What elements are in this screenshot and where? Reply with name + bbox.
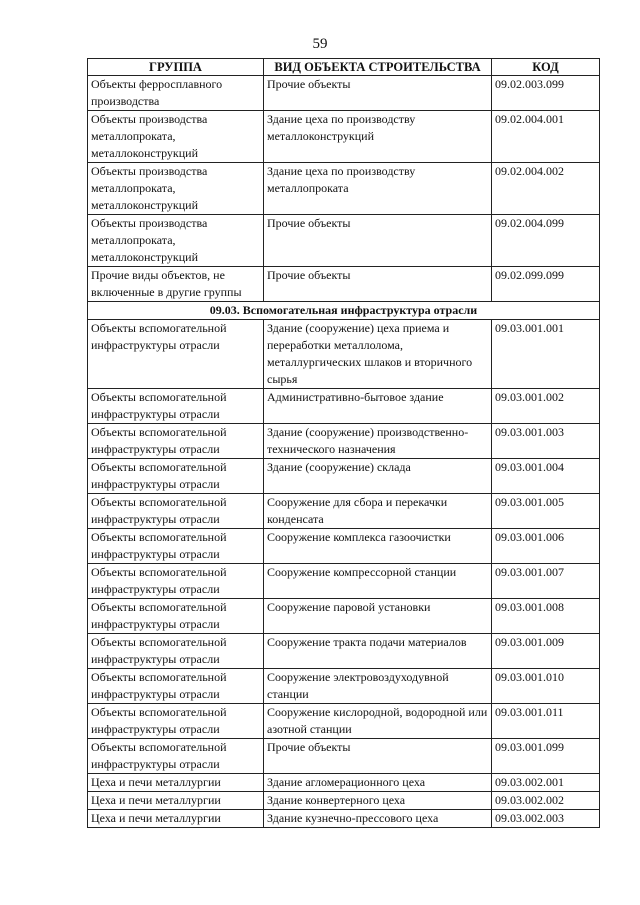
table-row <box>88 669 600 704</box>
object-type-cell: Сооружение кислородной, водородной или азотной станции <box>264 704 492 739</box>
table-row <box>88 76 600 111</box>
object-type-cell: Сооружение комплекса газоочистки <box>264 529 492 564</box>
object-type-cell: Здание агломерационного цеха <box>264 774 492 792</box>
object-type-cell: Здание цеха по производству металлопроката <box>264 163 492 215</box>
code-cell: 09.02.004.001 <box>492 111 600 163</box>
group-cell: Объекты ферросплавного производства <box>88 76 264 111</box>
group-cell: Объекты производства металлопроката, металлоконструкций <box>88 111 264 163</box>
object-type-cell: Здание (сооружение) цеха приема и переработки металлолома, металлургических шлаков и вторичного сырья <box>264 320 492 389</box>
code-cell: 09.03.001.099 <box>492 739 600 774</box>
code-cell: 09.02.004.002 <box>492 163 600 215</box>
object-type-cell: Сооружение тракта подачи материалов <box>264 634 492 669</box>
code-cell: 09.03.001.005 <box>492 494 600 529</box>
code-cell: 09.03.001.002 <box>492 389 600 424</box>
object-type-cell: Сооружение для сбора и перекачки конденсата <box>264 494 492 529</box>
object-type-cell: Административно-бытовое здание <box>264 389 492 424</box>
table-row <box>88 810 600 828</box>
header-object-type: ВИД ОБЪЕКТА СТРОИТЕЛЬСТВА <box>264 59 492 76</box>
object-type-cell: Здание цеха по производству металлоконструкций <box>264 111 492 163</box>
group-cell: Объекты вспомогательной инфраструктуры отрасли <box>88 669 264 704</box>
code-cell: 09.03.002.003 <box>492 810 600 828</box>
object-type-cell: Здание конвертерного цеха <box>264 792 492 810</box>
code-cell: 09.03.001.001 <box>492 320 600 389</box>
object-type-cell: Здание кузнечно-прессового цеха <box>264 810 492 828</box>
group-cell: Объекты вспомогательной инфраструктуры отрасли <box>88 320 264 389</box>
table-row <box>88 424 600 459</box>
code-cell: 09.03.001.007 <box>492 564 600 599</box>
group-cell: Объекты вспомогательной инфраструктуры отрасли <box>88 459 264 494</box>
table-row <box>88 459 600 494</box>
table-row <box>88 529 600 564</box>
group-cell: Объекты производства металлопроката, металлоконструкций <box>88 215 264 267</box>
code-cell: 09.03.001.006 <box>492 529 600 564</box>
group-cell: Цеха и печи металлургии <box>88 810 264 828</box>
object-type-cell: Сооружение компрессорной станции <box>264 564 492 599</box>
code-cell: 09.03.001.010 <box>492 669 600 704</box>
group-cell: Объекты вспомогательной инфраструктуры отрасли <box>88 424 264 459</box>
group-cell: Объекты вспомогательной инфраструктуры отрасли <box>88 389 264 424</box>
header-group: ГРУППА <box>88 59 264 76</box>
table-row <box>88 564 600 599</box>
object-type-cell: Прочие объекты <box>264 215 492 267</box>
table-row <box>88 389 600 424</box>
table-row <box>88 739 600 774</box>
table-row <box>88 320 600 389</box>
code-cell: 09.03.002.001 <box>492 774 600 792</box>
table-row <box>88 215 600 267</box>
object-type-cell: Здание (сооружение) производственно-технического назначения <box>264 424 492 459</box>
table-row <box>88 111 600 163</box>
group-cell: Объекты вспомогательной инфраструктуры отрасли <box>88 704 264 739</box>
group-cell: Объекты вспомогательной инфраструктуры отрасли <box>88 599 264 634</box>
group-cell: Объекты вспомогательной инфраструктуры отрасли <box>88 634 264 669</box>
group-cell: Объекты производства металлопроката, металлоконструкций <box>88 163 264 215</box>
code-cell: 09.03.001.008 <box>492 599 600 634</box>
object-type-cell: Прочие объекты <box>264 739 492 774</box>
table-row <box>88 267 600 302</box>
group-cell: Объекты вспомогательной инфраструктуры отрасли <box>88 564 264 599</box>
table-row <box>88 704 600 739</box>
code-cell: 09.03.001.009 <box>492 634 600 669</box>
group-cell: Объекты вспомогательной инфраструктуры отрасли <box>88 529 264 564</box>
code-cell: 09.03.001.003 <box>492 424 600 459</box>
object-type-cell: Сооружение электровоздуходувной станции <box>264 669 492 704</box>
code-cell: 09.02.004.099 <box>492 215 600 267</box>
group-cell: Прочие виды объектов, не включенные в другие группы <box>88 267 264 302</box>
group-cell: Цеха и печи металлургии <box>88 774 264 792</box>
code-cell: 09.03.002.002 <box>492 792 600 810</box>
header-code: КОД <box>492 59 600 76</box>
construction-objects-table <box>87 58 600 828</box>
object-type-cell: Прочие объекты <box>264 76 492 111</box>
page-number: 59 <box>312 36 328 52</box>
object-type-cell: Здание (сооружение) склада <box>264 459 492 494</box>
table-row <box>88 163 600 215</box>
section-title: 09.03. Вспомогательная инфраструктура отрасли <box>88 302 600 320</box>
table-row <box>88 494 600 529</box>
table-row <box>88 792 600 810</box>
object-type-cell: Сооружение паровой установки <box>264 599 492 634</box>
table-row <box>88 599 600 634</box>
object-type-cell: Прочие объекты <box>264 267 492 302</box>
group-cell: Объекты вспомогательной инфраструктуры отрасли <box>88 739 264 774</box>
table-row <box>88 634 600 669</box>
table-header-row <box>88 59 600 76</box>
code-cell: 09.02.099.099 <box>492 267 600 302</box>
group-cell: Объекты вспомогательной инфраструктуры отрасли <box>88 494 264 529</box>
code-cell: 09.03.001.004 <box>492 459 600 494</box>
table-row <box>88 774 600 792</box>
group-cell: Цеха и печи металлургии <box>88 792 264 810</box>
code-cell: 09.03.001.011 <box>492 704 600 739</box>
section-row <box>88 302 600 320</box>
code-cell: 09.02.003.099 <box>492 76 600 111</box>
